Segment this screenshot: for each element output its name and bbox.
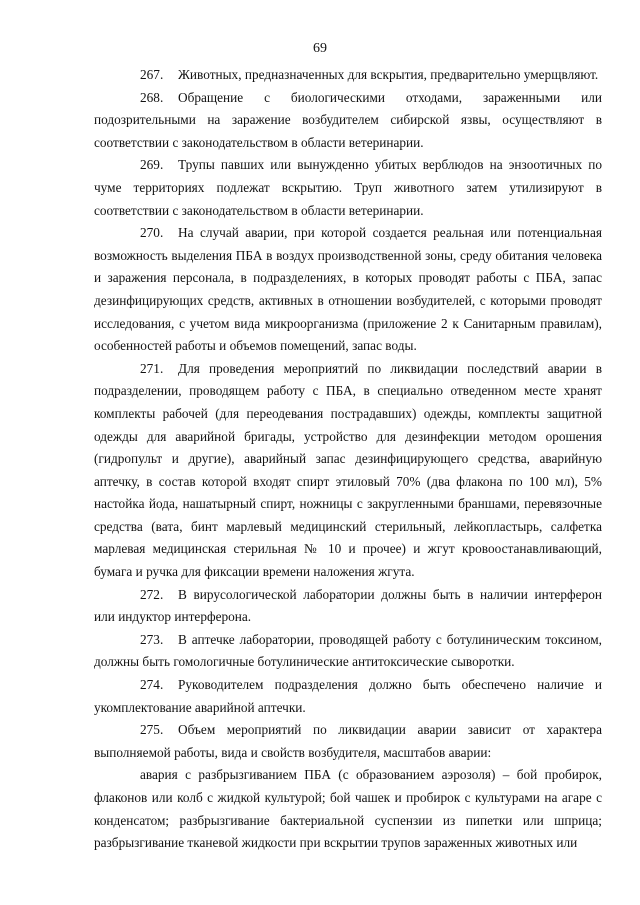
paragraph-text: На случай аварии, при которой создается реальная или потенциальная возможность выделения ПБА в воздух производственной зоны, среду обитания человека и заражения персонала, в подразделениях, в которых проводят работы с ПБА, запас дезинфицирующих средств, активных в отношении возбудителей, с которыми проводят исследования, с учетом вида микроорганизма (приложение 2 к Санитарным правилам), особенностей работы и объемов помещений, запас воды. [94,225,602,354]
paragraph-text: В вирусологической лаборатории должны быть в наличии интерферон или индуктор интерферона. [94,586,602,625]
paragraph-number: 268. [140,89,164,105]
paragraph [94,64,602,87]
paragraph [94,222,602,358]
paragraph-number: 269. [140,157,164,173]
paragraph [94,764,602,854]
paragraph [94,584,602,629]
paragraph-text: Объем мероприятий по ликвидации аварии зависит от характера выполняемой работы, вида и свойств возбудителя, масштабов аварии: [94,722,602,760]
paragraph-text: В аптечке лаборатории, проводящей работу с ботулиническим токсином, должны быть гомологичные ботулинические антитоксические сыворотки. [94,631,602,670]
paragraph-number: 274. [140,677,164,693]
paragraph [94,358,602,584]
page-number: 69 [313,41,327,56]
paragraph [94,87,602,155]
paragraph-number: 272. [140,586,164,602]
paragraph [94,154,602,222]
paragraph-text: Руководителем подразделения должно быть обеспечено наличие и укомплектование аварийной аптечки. [94,677,602,715]
paragraph-number: 267. [140,67,164,82]
paragraph-number: 271. [140,360,164,376]
paragraph-number: 270. [140,225,164,241]
paragraph-text: авария с разбрызгиванием ПБА (с образованием аэрозоля) – бой пробирок, флаконов или колб с жидкой культурой; бой чашек и пробирок с культурами на агаре с конденсатом; разбрызгивание бактериальной суспензии из пипетки или шприца; разбрызгивание тканевой жидкости при вскрытии трупов зараженных животных или [94,767,602,851]
paragraph [94,674,602,719]
paragraph [94,719,602,764]
paragraph-number: 273. [140,631,164,647]
paragraph [94,629,602,674]
document-body [94,64,602,855]
paragraph-text: Обращение с биологическими отходами, зараженными или подозрительными на заражение возбудителем сибирской язвы, осуществляют в соответствии с законодательством в области ветеринарии. [94,89,602,150]
paragraph-text: Трупы павших или вынужденно убитых верблюдов на энзоотичных по чуме территориях подлежат вскрытию. Труп животного затем утилизируют в соответствии с законодательством в области ветеринарии. [94,157,602,218]
paragraph-number: 275. [140,722,164,738]
paragraph-text: Животных, предназначенных для вскрытия, предварительно умерщвляют. [178,67,599,82]
paragraph-text: Для проведения мероприятий по ликвидации последствий аварии в подразделении, проводящем работу с ПБА, в специально отведенном месте хранят комплекты рабочей (для переодевания пострадавших) одежды, комплекты защитной одежды для аварийной бригады, устройство для дезинфекции методом орошения (гидропульт и другие), аварийный запас дезинфицирующего средства, аварийную аптечку, в состав которой входят спирт этиловый 70% (два флакона по 100 мл), 5% настойка йода, нашатырный спирт, ножницы с закругленными браншами, перевязочные средства (вата, бинт марлевый медицинский стерильный, лейкопластырь, салфетка марлевая медицинская стерильная № 10 и прочее) и жгут кровоостанавливающий, бумага и ручка для фиксации времени наложения жгута. [94,360,602,580]
